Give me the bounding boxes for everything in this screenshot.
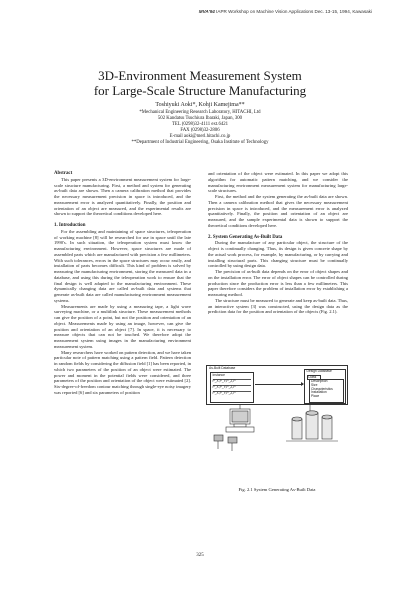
section2-paragraph: During the manufacture of any particular object, the structure of the object is continually changing. Thus, its design is given concrete shape by the actual work process, for example, by manufacturing, or by carrying and installing structural parts. This changing structure must be continually controlled by using design data. bbox=[208, 240, 348, 269]
instance-label: Instance bbox=[212, 372, 225, 377]
as-built-database-box bbox=[206, 365, 348, 405]
title-line-2: for Large-Scale Structure Manufacturing bbox=[93, 83, 307, 98]
camera-icon bbox=[228, 437, 237, 451]
instance-row: P_X,P_Y,P_Z,P bbox=[213, 385, 251, 390]
structure-object-icon bbox=[306, 411, 318, 439]
left-column bbox=[54, 171, 191, 396]
class-attributes bbox=[309, 379, 344, 403]
title-line-1: 3D-Environment Measurement System bbox=[98, 68, 302, 83]
structure-object-icon bbox=[292, 417, 302, 439]
paper-title bbox=[0, 68, 400, 98]
section1-paragraph: Measurements are made by using a measuring tape, a light wave surveying machine, or a multilink structure. These measurement methods can give the position of a point, but not the position and orientation of an object. Measurements made by using an image, however, can give the position and orientation of an object [7]. In space, it is necessary to measure objects that can not be touched. We therefore adopt the measurement system using images in the manufacturing environment measurement system. bbox=[54, 303, 191, 349]
intro-continuation: and orientation of the object were estimated. In this paper we adopt this algorithm for automatic pattern matching, and we consider the manufacturing environment measurement system for manufacturing large-scale structures. bbox=[208, 171, 348, 194]
figure-2-1 bbox=[206, 365, 348, 455]
section2-heading: 2. System Generating As-Built Data bbox=[208, 234, 283, 240]
section1-paragraph: For the assembling and maintaining of space structures, teleoperation of working machine [8] will be researched for use in space until the late 1990's. In such situation, the teleoperation system must know the manufacturing environment. However, space structures are made of assembled parts which are manufactured with precision a few millimeters. With such tolerances, errors in the space structures may occur easily, and installation of parts becomes difficult. This kind of problem is solved by measuring the manufacturing environment, storing the measured data in a database, and using this during the teleoperation work to ensure that the final design is well adapted to the manufacturing environment. These dynamically changing data are called as-built data and systems that generate as-built data are called manufacturing environment measurement systems. bbox=[54, 228, 191, 303]
design-row: Installation bbox=[311, 390, 327, 395]
design-database-label: Design Database bbox=[306, 369, 332, 374]
header-text: IAPR Workshop on Machine Vision Applications Dec. 13-15, 1994, Kawasaki bbox=[216, 9, 372, 14]
affiliation-line: FAX (0298)32-2806 bbox=[180, 128, 220, 134]
section2-paragraph: The structure must be measured to generate and keep as-built data. Thus, an interactive system [3] was constructed, using the design data as the prediction data for the position and orientation of the objects (Fig. 2.1). bbox=[208, 297, 348, 315]
affiliations bbox=[0, 110, 400, 147]
abstract-heading: Abstract bbox=[54, 171, 73, 176]
instance-box bbox=[210, 372, 254, 403]
camera-icon bbox=[214, 435, 223, 449]
affiliation-line: **Department of Industrial Engineering, Osaka Institute of Technology bbox=[131, 140, 269, 146]
affiliation-line: E-mail aoki@merl.hitachi.co.jp bbox=[169, 134, 231, 140]
affiliation-line: 502 Kandatsu Tsuchiura Ibaraki, Japan, 300 bbox=[157, 116, 243, 122]
design-row: Description bbox=[311, 379, 328, 383]
affiliation-line: TEL (0298)32-4111 ext.6421 bbox=[171, 122, 229, 128]
class-label: Class bbox=[308, 374, 317, 379]
figure-illustration bbox=[206, 405, 348, 453]
design-row: Place bbox=[311, 394, 320, 399]
section1-heading: 1. Introduction bbox=[54, 223, 86, 228]
affiliation-line: *Mechanical Engineering Research Laboratory, HITACHI, Ltd bbox=[139, 110, 261, 115]
right-column bbox=[208, 171, 348, 315]
design-row: Characteristics bbox=[311, 386, 333, 391]
authors: Toshiyuki Aoki*, Kohji Kamejima** bbox=[155, 102, 245, 108]
as-built-database-label: As-Built Database bbox=[209, 365, 236, 370]
abstract-text: This paper presents a 3D-environment measurement system for large-scale structure manufacturing. First, a method and system for generating as-built data are shown. Then a camera calibration method that provides the necessary measurement precision in space is introduced, and the measurement error is analyzed quantitatively. Finally, the position and orientation of an object are measured, and the experimental results are shown to support the theoretical conditions developed here. bbox=[54, 176, 191, 217]
structure-object-icon bbox=[322, 415, 332, 439]
design-database-box bbox=[304, 369, 346, 404]
section1-paragraph: Many researchers have worked on pattern detection, and we have taken particular note of pattern matching using a pattern field. Pattern detection in random fields by considering the diffusion field [1] has been reported, in which two parameters of the position of an object were estimated. The power and moment in the potential fields were considered, and three parameters of the position and orientation of the object were estimated [2]. Six-degree-of-freedom contour matching through single-eye noisy imagery was reported [6] and six parameters of position bbox=[54, 349, 191, 395]
instance-row: P_X,P_Y,P_Z,P bbox=[213, 379, 251, 384]
section2-paragraph: The precision of as-built data depends on the error of object shapes and on the installation error. The error of object shapes can be controlled during production since the production error is less than a few millimeters. This paper therefore considers the problem of installation error by establishing a measuring method. bbox=[208, 269, 348, 297]
workstation-icon bbox=[226, 409, 254, 432]
design-row: Size bbox=[311, 382, 318, 387]
instance-row: P_X,P_Y,P_Z,P bbox=[213, 391, 251, 396]
figure-caption: Fig. 2.1 System Generating As-Built Data bbox=[238, 487, 316, 492]
intro-paragraph: First, the method and the system generating the as-built data are shown. Then a camera calibration method that gives the necessary measurement precision in space is introduced, and the measurement error is analyzed quantitatively. Finally, the position and orientation of an object are measured, and the sample experimental data is shown to support the theoretical conditions developed here. bbox=[208, 194, 348, 228]
link-line bbox=[255, 384, 303, 385]
page-number: 325 bbox=[196, 553, 204, 558]
running-header bbox=[199, 9, 372, 14]
venue-tag: MVA'94 bbox=[198, 9, 215, 14]
